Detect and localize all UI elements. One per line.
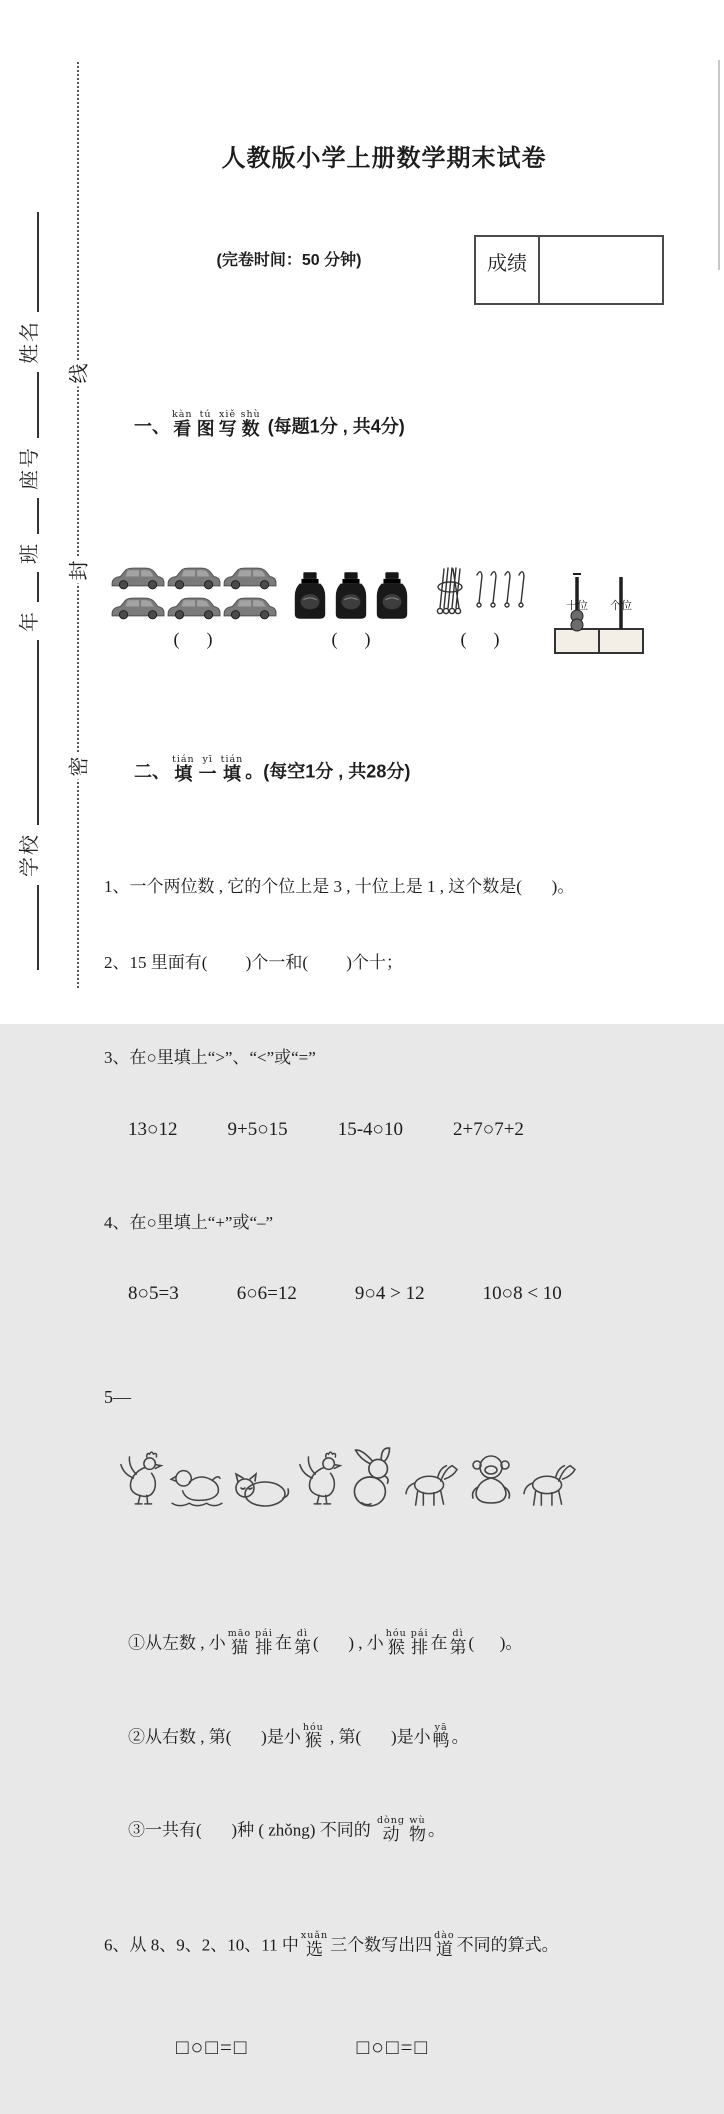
question-4-expressions bbox=[104, 1283, 664, 1305]
student-info-strip bbox=[5, 170, 49, 970]
text: ( ) , 小 bbox=[312, 1634, 384, 1654]
ruby-char: pái 排 bbox=[255, 1628, 273, 1657]
abacus-icon bbox=[551, 535, 647, 621]
ruby-char: dì 第 bbox=[293, 1628, 311, 1657]
seal-char-mi: 密 bbox=[59, 754, 96, 780]
question-5 bbox=[104, 1387, 664, 1545]
section1-heading bbox=[104, 389, 664, 459]
monkey-icon bbox=[466, 1451, 516, 1509]
hanzi: 数 bbox=[241, 418, 260, 439]
duck-icon bbox=[169, 1463, 225, 1509]
hanzi: 一 bbox=[198, 763, 217, 784]
section2-heading bbox=[104, 734, 664, 804]
expression: 15-4○10 bbox=[337, 1118, 403, 1140]
car-icon bbox=[221, 594, 277, 621]
text: 。 bbox=[427, 1820, 445, 1840]
section1-prefix: 一、 bbox=[134, 416, 171, 437]
ink-bottle-icon bbox=[373, 571, 411, 621]
ruby-char: dì 第 bbox=[449, 1628, 467, 1657]
question-5-2 bbox=[104, 1723, 664, 1750]
ruby-char: dòng 动 bbox=[376, 1815, 405, 1844]
text: ③一共有 bbox=[128, 1820, 196, 1840]
car-icon bbox=[109, 594, 165, 621]
text: 6、从 8、9、2、10、11 中 bbox=[104, 1936, 299, 1956]
animal-row bbox=[118, 1445, 664, 1509]
ruby-char bbox=[197, 410, 215, 438]
pinyin: kàn bbox=[172, 409, 193, 420]
signature-line bbox=[16, 572, 39, 602]
text: ( )。 bbox=[468, 1634, 523, 1654]
cars-grid bbox=[109, 564, 277, 621]
field-school: 学校 bbox=[18, 833, 41, 877]
ruby-char: māo 猫 bbox=[227, 1628, 252, 1657]
ruby-char bbox=[172, 755, 195, 783]
expression: 6○6=12 bbox=[236, 1283, 297, 1305]
seal-char-xian: 线 bbox=[59, 361, 96, 387]
scan-edge-artifact bbox=[718, 60, 720, 270]
question-3-head: 3、在○里填上“>”、“<”或“=” bbox=[104, 1048, 316, 1068]
hanzi: 图 bbox=[196, 418, 215, 439]
expression: 9○4 > 12 bbox=[354, 1283, 425, 1305]
expression: 2+7○7+2 bbox=[453, 1118, 524, 1140]
field-grade: 年 bbox=[18, 610, 41, 632]
question-6-head bbox=[104, 1931, 664, 1958]
stick-bundle-icon bbox=[430, 563, 530, 621]
signature-line bbox=[16, 372, 39, 438]
hanzi: 看 bbox=[173, 418, 192, 439]
picture-group-ink bbox=[282, 563, 420, 650]
question-4-head: 4、在○里填上“+”或“–” bbox=[104, 1212, 274, 1232]
field-seat: 座号 bbox=[18, 446, 41, 490]
exam-duration: (完卷时间：50 分钟) bbox=[216, 252, 362, 269]
pinyin: tián bbox=[220, 754, 244, 766]
question-1: 1、一个两位数 , 它的个位上是 3 , 十位上是 1 , 这个数是( )。 bbox=[104, 876, 575, 896]
question-5-3 bbox=[104, 1816, 664, 1843]
car-icon bbox=[165, 564, 221, 591]
pinyin: tián bbox=[172, 754, 195, 766]
picture-group-sticks bbox=[420, 563, 540, 650]
abacus-frame bbox=[551, 571, 647, 657]
text: ( )是小 bbox=[355, 1727, 431, 1747]
horse-icon bbox=[521, 1457, 579, 1509]
ruby-char bbox=[219, 410, 237, 438]
score-box bbox=[474, 235, 664, 305]
hanzi: 写 bbox=[218, 418, 237, 439]
seal-char-feng: 封 bbox=[59, 558, 96, 584]
ruby-char: hóu 猴 bbox=[302, 1721, 324, 1751]
picture-group-cars bbox=[104, 564, 282, 650]
rooster-icon bbox=[118, 1449, 164, 1509]
answer-blank: ( ) bbox=[460, 629, 500, 650]
paper-title: 人教版小学上册数学期末试卷 bbox=[221, 145, 547, 172]
question-5-1 bbox=[104, 1629, 664, 1656]
pinyin: shù bbox=[240, 409, 261, 420]
ruby-char: pái 排 bbox=[410, 1628, 429, 1657]
abacus-ones-label: 个位 bbox=[610, 600, 632, 613]
picture-row bbox=[104, 535, 664, 650]
text: , 第 bbox=[325, 1727, 356, 1747]
ink-bottle-icon bbox=[291, 571, 329, 621]
ink-bottle-icon bbox=[332, 571, 370, 621]
paper-content bbox=[104, 72, 664, 2114]
horse-icon bbox=[403, 1457, 461, 1509]
ruby-char bbox=[241, 410, 261, 438]
ruby-char bbox=[221, 755, 244, 783]
ruby-char: hóu 猴 bbox=[385, 1628, 407, 1657]
text: 在 bbox=[274, 1634, 292, 1654]
ink-bottles bbox=[291, 563, 411, 621]
text: 不同的算式。 bbox=[456, 1936, 559, 1956]
signature-line bbox=[16, 212, 39, 312]
text: 。 bbox=[451, 1727, 469, 1747]
expression: 9+5○15 bbox=[227, 1118, 288, 1140]
text: ①从左数 , 小 bbox=[128, 1634, 226, 1654]
hanzi: 填 bbox=[222, 763, 241, 784]
field-class: 班 bbox=[18, 542, 41, 564]
section2-prefix: 二、 bbox=[134, 761, 171, 782]
equation-template: □○□=□ bbox=[176, 2034, 249, 2059]
hanzi: 填 bbox=[174, 763, 193, 784]
question-6-equations bbox=[104, 2035, 664, 2060]
signature-line bbox=[16, 885, 39, 970]
section2-points: 。(每空1分 , 共28分) bbox=[245, 761, 411, 782]
car-icon bbox=[221, 564, 277, 591]
text: 三个数写出四 bbox=[330, 1936, 433, 1956]
text: ②从右数 , 第 bbox=[128, 1727, 226, 1747]
ruby-char: wù 物 bbox=[408, 1815, 426, 1844]
score-label: 成绩 bbox=[476, 237, 540, 303]
subtitle-row bbox=[104, 235, 664, 305]
rabbit-icon bbox=[348, 1445, 398, 1509]
car-icon bbox=[165, 594, 221, 621]
question-2: 2、15 里面有( )个一和( )个十； bbox=[104, 953, 403, 973]
answer-blank: ( ) bbox=[173, 629, 213, 650]
text: ( )是小 bbox=[225, 1727, 301, 1747]
rooster-icon bbox=[297, 1449, 343, 1509]
pinyin: tú bbox=[199, 409, 212, 420]
field-name: 姓名 bbox=[18, 320, 41, 364]
car-icon bbox=[109, 564, 165, 591]
text: 在 bbox=[430, 1634, 448, 1654]
ruby-char: dào 道 bbox=[434, 1930, 455, 1959]
signature-line bbox=[16, 498, 39, 534]
ruby-char bbox=[199, 755, 217, 783]
cat-icon bbox=[230, 1465, 292, 1509]
answer-blank: ( ) bbox=[331, 629, 371, 650]
expression: 10○8 < 10 bbox=[482, 1283, 562, 1305]
pinyin: yī bbox=[202, 754, 213, 766]
question-5-number: 5— bbox=[104, 1387, 131, 1408]
score-value-cell bbox=[540, 237, 662, 303]
pinyin: xiě bbox=[219, 409, 237, 420]
signature-line bbox=[16, 640, 39, 825]
section1-points: (每题1分 , 共4分) bbox=[262, 416, 405, 437]
text: ( )种 ( zhǒng) 不同的 bbox=[196, 1820, 375, 1840]
ruby-char: yā 鸭 bbox=[432, 1721, 450, 1751]
ruby-char: xuǎn 选 bbox=[300, 1930, 329, 1959]
ruby-char bbox=[172, 410, 193, 438]
seal-dotted-line bbox=[77, 62, 79, 988]
abacus-tens-label: 十位 bbox=[566, 600, 588, 613]
picture-group-abacus bbox=[540, 535, 658, 650]
question-3-expressions bbox=[104, 1119, 664, 1141]
equation-template: □○□=□ bbox=[356, 2034, 430, 2059]
expression: 8○5=3 bbox=[128, 1283, 179, 1305]
expression: 13○12 bbox=[128, 1118, 178, 1140]
